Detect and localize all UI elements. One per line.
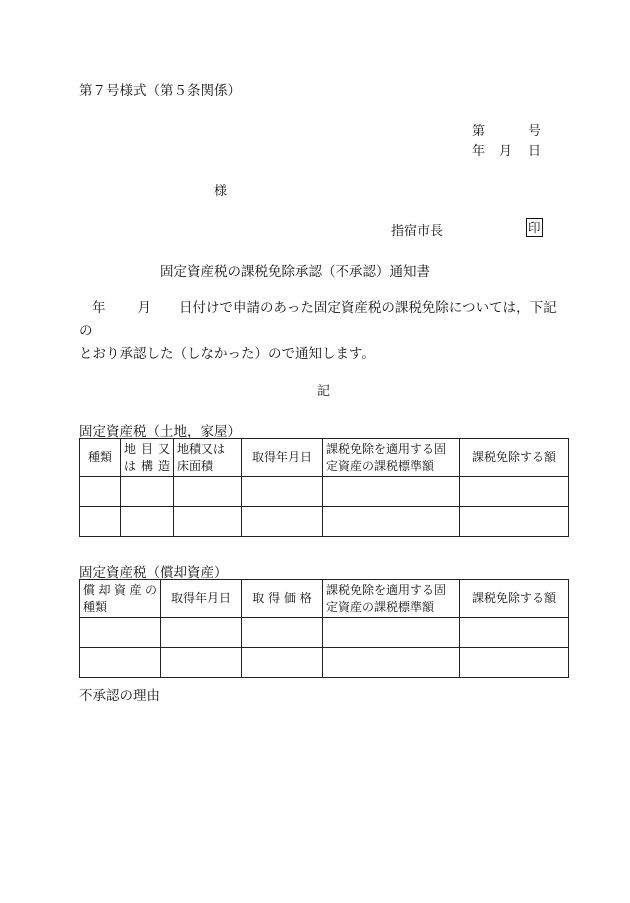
table-cell[interactable] [460, 507, 569, 537]
header-cell: 課税免除を適用する固 定資産の課税標準額 [323, 439, 460, 477]
section2-title: 固定資産税（償却資産） [79, 565, 228, 581]
header-cell: 償却資産の 種類 [80, 580, 161, 618]
table-cell[interactable] [323, 618, 460, 648]
header-cell: 種類 [80, 439, 121, 477]
document-title: 固定資産税の課税免除承認（不承認）通知書 [160, 264, 430, 280]
table-cell[interactable] [121, 507, 174, 537]
date-month: 月 [499, 144, 513, 159]
table-row [80, 507, 569, 537]
table-row [80, 648, 569, 678]
land-building-table [79, 438, 569, 537]
table-header-row [80, 439, 569, 477]
depreciable-assets-table [79, 579, 569, 678]
date-year: 年 [472, 144, 486, 159]
table-cell[interactable] [323, 477, 460, 507]
table-cell[interactable] [80, 648, 161, 678]
body-year: 年 [92, 300, 106, 316]
table-cell[interactable] [161, 648, 242, 678]
table-cell[interactable] [242, 477, 323, 507]
form-number: 第７号様式（第５条関係） [79, 83, 241, 99]
table-cell[interactable] [323, 648, 460, 678]
header-cell: 取得年月日 [242, 439, 323, 477]
issuer-name: 指宿市長 [391, 224, 444, 239]
doc-no-suffix: 号 [528, 124, 542, 139]
table-cell[interactable] [80, 477, 121, 507]
header-cell: 地積又は 床面積 [174, 439, 242, 477]
body-text-line1: 日付けで申請のあった固定資産税の課税免除については，下記の [79, 300, 557, 339]
table-cell[interactable] [242, 648, 323, 678]
table-cell[interactable] [80, 618, 161, 648]
addressee-suffix: 様 [214, 184, 228, 199]
table-cell[interactable] [80, 507, 121, 537]
table-header-row [80, 580, 569, 618]
seal-mark: 印 [528, 220, 541, 235]
body-text-line2: とおり承認した（しなかった）ので通知します。 [79, 346, 375, 362]
header-cell: 課税免除する額 [460, 439, 569, 477]
body-month: 月 [137, 300, 151, 316]
body-text [79, 297, 569, 366]
rejection-reason-label: 不承認の理由 [79, 688, 160, 704]
table-cell[interactable] [460, 477, 569, 507]
header-cell: 課税免除を適用する固 定資産の課税標準額 [323, 580, 460, 618]
table-cell[interactable] [460, 618, 569, 648]
ki-mark: 記 [317, 384, 331, 399]
header-cell: 地 目 又 は構造 [121, 439, 174, 477]
table-cell[interactable] [242, 507, 323, 537]
header-cell: 取得年月日 [161, 580, 242, 618]
header-cell: 取 得 価 格 [242, 580, 323, 618]
table-cell[interactable] [121, 477, 174, 507]
table-cell[interactable] [174, 477, 242, 507]
table-row [80, 618, 569, 648]
header-cell: 課税免除する額 [460, 580, 569, 618]
table-row [80, 477, 569, 507]
doc-no-prefix: 第 [472, 124, 486, 139]
table-cell[interactable] [174, 507, 242, 537]
table-cell[interactable] [323, 507, 460, 537]
table-cell[interactable] [242, 618, 323, 648]
table-cell[interactable] [460, 648, 569, 678]
section1-title: 固定資産税（土地，家屋） [79, 424, 241, 440]
date-day: 日 [528, 144, 542, 159]
table-cell[interactable] [161, 618, 242, 648]
